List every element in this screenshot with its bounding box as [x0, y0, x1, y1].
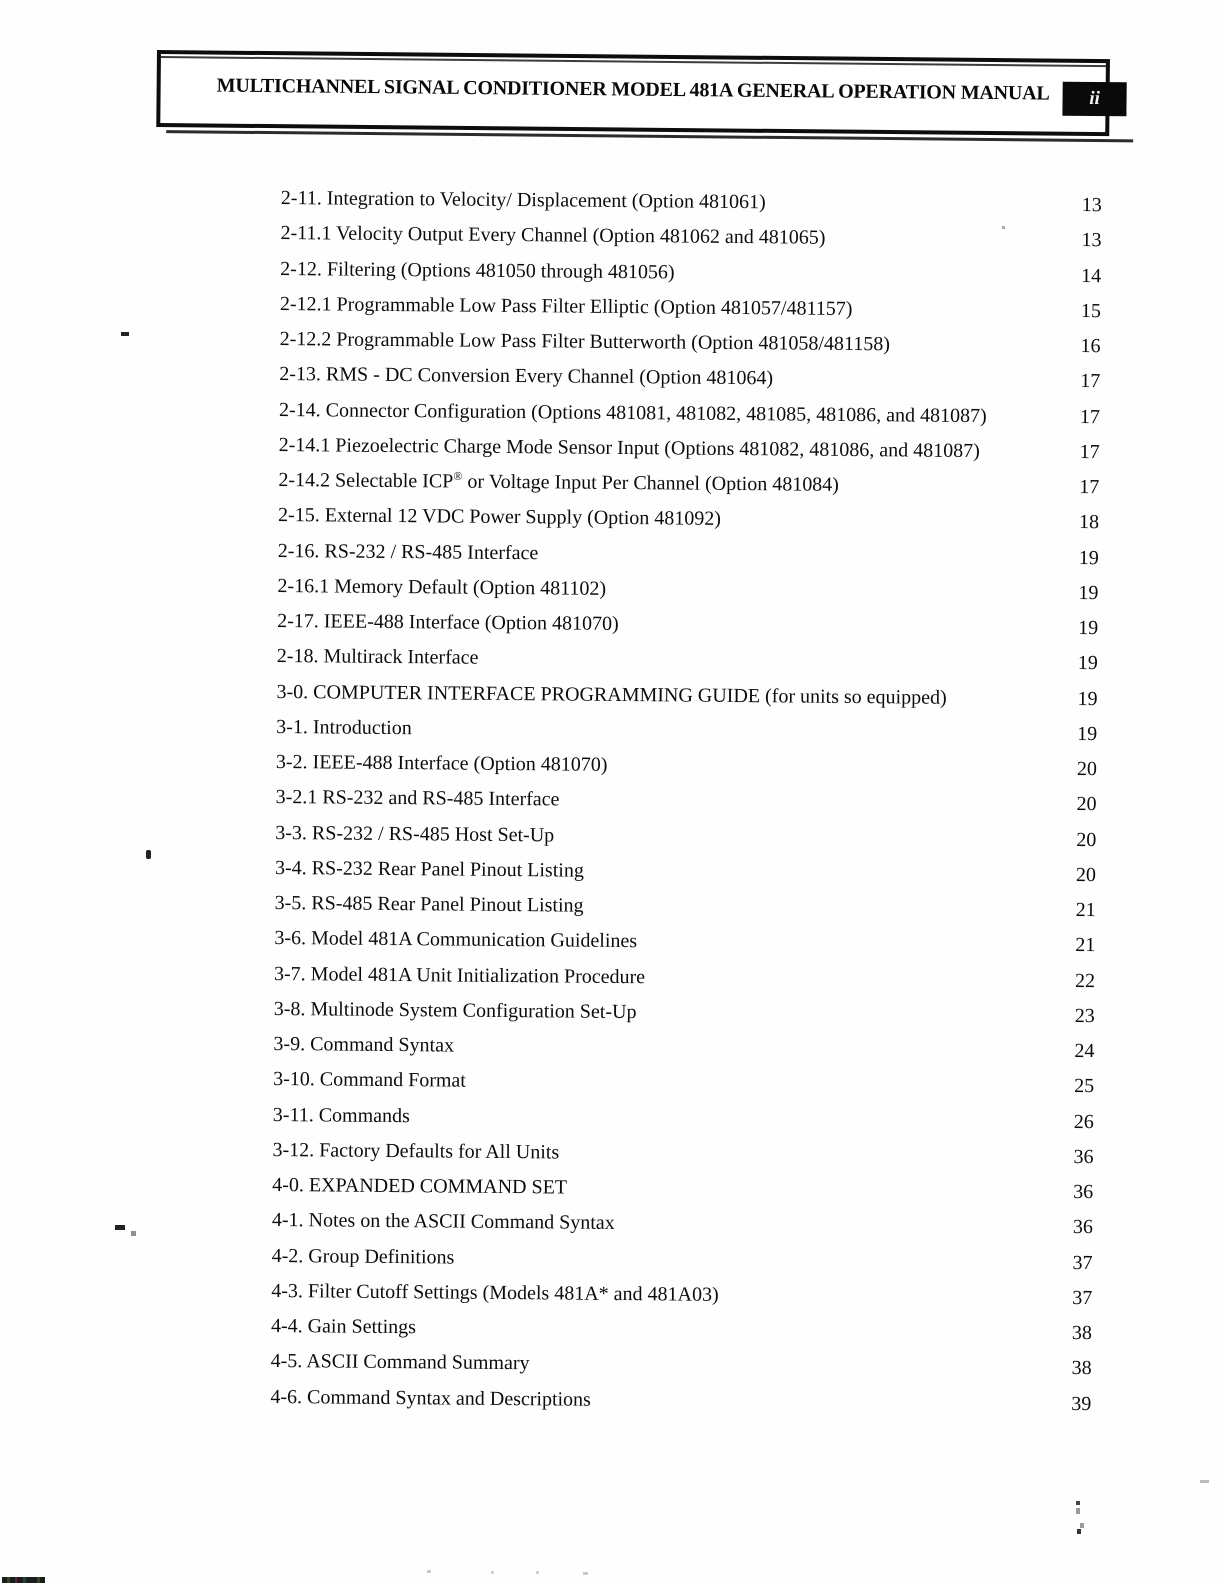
- toc-entry-page: 18: [1078, 511, 1100, 534]
- toc-entry-page: 15: [1080, 299, 1101, 322]
- toc-entry-page: 38: [1071, 1357, 1092, 1380]
- toc-entry-page: 25: [1074, 1075, 1095, 1098]
- scan-artifact: [1080, 1523, 1084, 1528]
- toc-entry-title: 2-14.2 Selectable ICP® or Voltage Input Per Channel (Option 481084): [278, 468, 839, 496]
- toc-entry-title: 2-12. Filtering (Options 481050 through 481056): [280, 257, 675, 283]
- toc-entry-title: 3-1. Introduction: [276, 715, 412, 739]
- toc-entry-title: 2-14. Connector Configuration (Options 481081, 481082, 481085, 481086, and 481087): [278, 398, 987, 427]
- scan-artifact: [1077, 1529, 1081, 1534]
- table-of-contents: [270, 181, 1102, 1422]
- toc-entry-page: 23: [1074, 1004, 1095, 1027]
- toc-entry-page: 17: [1079, 475, 1100, 499]
- scan-artifact: [1002, 226, 1005, 229]
- toc-entry-title: 2-15. External 12 VDC Power Supply (Option 481092): [277, 504, 722, 531]
- toc-entry-page: 17: [1079, 405, 1101, 428]
- toc-entry-page: 20: [1075, 863, 1097, 886]
- toc-entry-page: 36: [1073, 1180, 1094, 1204]
- toc-entry-title: 2-12.1 Programmable Low Pass Filter Elliptic (Option 481057/481157): [279, 292, 853, 320]
- toc-entry-title: 3-4. RS-232 Rear Panel Pinout Listing: [274, 856, 584, 882]
- toc-entry: [270, 1379, 1091, 1421]
- toc-entry-title: 3-8. Multinode System Configuration Set-Up: [273, 997, 637, 1023]
- toc-entry-title: 4-3. Filter Cutoff Settings (Models 481A* and 481A03): [271, 1279, 719, 1306]
- toc-entry-title: 3-9. Command Syntax: [273, 1032, 455, 1057]
- toc-entry-title: 3-0. COMPUTER INTERFACE PROGRAMMING GUIDE (for units so equipped): [276, 680, 947, 709]
- toc-entry-title: 3-6. Model 481A Communication Guidelines: [274, 927, 638, 953]
- scan-artifact: [131, 1231, 136, 1236]
- page-number-badge: ii: [1062, 82, 1126, 117]
- header-banner: [156, 50, 1110, 136]
- toc-entry-title: 2-16.1 Memory Default (Option 481102): [277, 574, 607, 600]
- toc-entry-title: 4-0. EXPANDED COMMAND SET: [272, 1173, 568, 1199]
- toc-entry-page: 13: [1081, 193, 1102, 217]
- toc-entry-title: 3-3. RS-232 / RS-485 Host Set-Up: [275, 821, 555, 846]
- scan-artifact: [146, 850, 151, 859]
- toc-entry-page: 13: [1081, 229, 1102, 252]
- toc-entry-page: 39: [1071, 1392, 1092, 1415]
- toc-entry-title: 3-2.1 RS-232 and RS-485 Interface: [275, 786, 560, 811]
- toc-entry-page: 22: [1074, 969, 1096, 992]
- toc-entry-page: 14: [1081, 264, 1102, 287]
- toc-entry-title: 4-5. ASCII Command Summary: [270, 1350, 530, 1375]
- toc-entry-title: 2-13. RMS - DC Conversion Every Channel (Option 481064): [279, 363, 774, 390]
- toc-entry-page: 17: [1080, 370, 1101, 393]
- scan-artifact: [536, 1571, 539, 1574]
- toc-entry-page: 26: [1073, 1110, 1094, 1133]
- toc-entry-title: 2-11. Integration to Velocity/ Displacement (Option 481061): [280, 186, 766, 214]
- toc-entry-page: 19: [1077, 652, 1098, 675]
- toc-entry-page: 19: [1077, 687, 1098, 710]
- scan-artifact: [427, 1570, 431, 1573]
- toc-entry-title: 3-7. Model 481A Unit Initialization Procedure: [273, 962, 646, 988]
- toc-entry-title: 2-12.2 Programmable Low Pass Filter Butterworth (Option 481058/481158): [279, 327, 891, 356]
- toc-entry-title: 2-16. RS-232 / RS-485 Interface: [277, 539, 539, 564]
- toc-entry-page: 20: [1076, 793, 1097, 816]
- toc-entry-page: 37: [1072, 1251, 1093, 1274]
- toc-entry-page: 36: [1072, 1216, 1093, 1239]
- toc-entry-title: 2-17. IEEE-488 Interface (Option 481070): [277, 609, 619, 635]
- toc-entry-title: 3-11. Commands: [272, 1103, 410, 1127]
- toc-entry-page: 17: [1079, 440, 1100, 463]
- scan-artifact: [115, 1225, 125, 1230]
- toc-entry-page: 36: [1073, 1145, 1094, 1168]
- toc-entry-page: 20: [1076, 828, 1097, 851]
- toc-entry-title: 2-18. Multirack Interface: [276, 645, 479, 669]
- scan-artifact: [491, 1571, 494, 1574]
- toc-entry-page: 21: [1075, 934, 1096, 957]
- scan-artifact: [1076, 1508, 1080, 1514]
- scan-artifact: [1076, 1501, 1080, 1505]
- toc-entry-page: 37: [1072, 1286, 1093, 1309]
- scan-artifact: [583, 1572, 588, 1575]
- toc-entry-page: 19: [1078, 581, 1099, 604]
- scan-artifact: [121, 332, 129, 336]
- toc-entry-page: 16: [1080, 334, 1101, 358]
- scan-artifact-filmstrip: [2, 1577, 45, 1583]
- scan-artifact: [1200, 1480, 1209, 1483]
- toc-entry-title: 3-2. IEEE-488 Interface (Option 481070): [275, 750, 608, 776]
- toc-entry-title: 4-2. Group Definitions: [271, 1244, 455, 1269]
- toc-entry-page: 24: [1074, 1039, 1095, 1063]
- toc-entry-title: 3-10. Command Format: [273, 1068, 467, 1092]
- toc-entry-page: 21: [1075, 898, 1096, 922]
- toc-entry-page: 20: [1076, 757, 1097, 781]
- toc-entry-title: 4-1. Notes on the ASCII Command Syntax: [271, 1209, 615, 1235]
- manual-title: MULTICHANNEL SIGNAL CONDITIONER MODEL 481A GENERAL OPERATION MANUAL: [216, 74, 1050, 105]
- toc-entry-page: 19: [1078, 616, 1099, 640]
- toc-entry-page: 19: [1078, 546, 1099, 569]
- toc-entry-title: 3-12. Factory Defaults for All Units: [272, 1138, 560, 1164]
- toc-entry-page: 38: [1071, 1321, 1093, 1345]
- toc-entry-title: 4-6. Command Syntax and Descriptions: [270, 1385, 592, 1411]
- toc-entry-page: 19: [1077, 722, 1098, 745]
- toc-entry-title: 4-4. Gain Settings: [270, 1314, 417, 1339]
- toc-entry-title: 3-5. RS-485 Rear Panel Pinout Listing: [274, 891, 584, 917]
- toc-entry-title: 2-14.1 Piezoelectric Charge Mode Sensor Input (Options 481082, 481086, and 481087): [278, 433, 980, 462]
- toc-entry-title: 2-11.1 Velocity Output Every Channel (Option 481062 and 481065): [280, 222, 826, 250]
